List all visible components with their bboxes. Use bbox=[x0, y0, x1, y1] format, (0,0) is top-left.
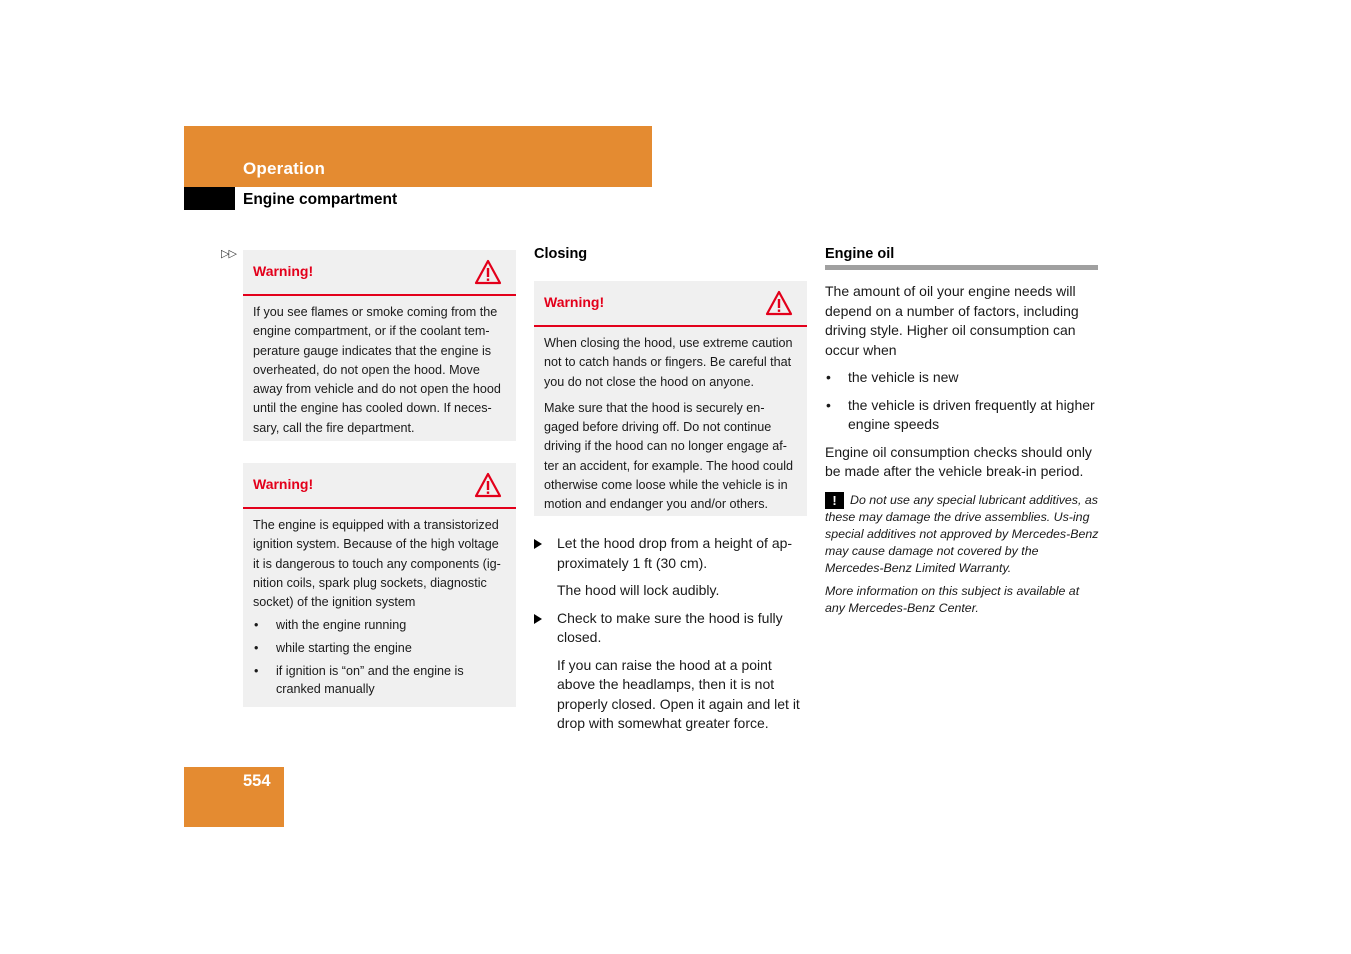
list-item: • with the engine running bbox=[253, 616, 506, 634]
warning-text: The engine is equipped with a transistorized ignition system. Because of the high voltage it is dangerous to touch any components (ig-nition coils, spark plug sockets, diagnostic socket) of the ignition system bbox=[253, 518, 501, 610]
engine-oil-heading: Engine oil bbox=[825, 246, 895, 262]
exclamation-icon: ! bbox=[825, 492, 844, 509]
warning-text: If you see flames or smoke coming from the engine compartment, or if the coolant tem-perature gauge indicates that the engine is overheated, do not open the hood. Move away from vehicle and do not open the hood until the engine has cooled down. If neces-sary, call the fire department. bbox=[253, 305, 501, 435]
warning-header bbox=[534, 281, 807, 327]
page-subtitle: Engine compartment bbox=[243, 191, 398, 208]
engine-oil-list bbox=[825, 368, 1100, 435]
section-tab-marker bbox=[184, 187, 235, 210]
step-arrow-icon bbox=[534, 614, 542, 624]
step-result: If you can raise the hood at a point above the headlamps, then it is not properly closed. Open it again and let it drop with somewhat greater force. bbox=[557, 656, 800, 731]
warning-triangle-icon bbox=[474, 259, 502, 285]
warning-body bbox=[243, 509, 516, 711]
closing-steps bbox=[534, 534, 809, 734]
warning-title: Warning! bbox=[253, 263, 314, 279]
engine-oil-content bbox=[825, 282, 1100, 623]
warning-box-fire bbox=[243, 250, 516, 441]
warning-box-closing bbox=[534, 281, 807, 516]
engine-oil-intro: The amount of oil your engine needs will depend on a number of factors, including driving style. Higher oil consumption can occur when bbox=[825, 283, 1079, 358]
heading-rule bbox=[825, 265, 1098, 270]
step-text: Check to make sure the hood is fully closed. bbox=[557, 609, 783, 645]
engine-oil-checks: Engine oil consumption checks should only be made after the vehicle break-in period. bbox=[825, 443, 1092, 479]
continued-icon: ▷▷ bbox=[221, 248, 236, 260]
step-item bbox=[534, 534, 809, 573]
warning-triangle-icon bbox=[474, 472, 502, 498]
warning-text: Make sure that the hood is securely en-gaged before driving off. Do not continue driving if the hood can no longer engage af-ter an accident, for example. The hood could otherwise come loose while the vehicle is in motion and endanger you and/or others. bbox=[544, 400, 793, 512]
warning-header bbox=[243, 250, 516, 296]
warning-header bbox=[243, 463, 516, 509]
list-item: • the vehicle is new bbox=[825, 368, 1100, 388]
list-item: • if ignition is “on” and the engine is cranked manually bbox=[253, 662, 506, 698]
list-item: • while starting the engine bbox=[253, 639, 506, 657]
note-text: More information on this subject is available at any Mercedes-Benz Center. bbox=[825, 583, 1080, 615]
note-text: Do not use any special lubricant additives, as these may damage the drive assemblies. Us-ing special additives not approved by Mercedes-Benz may cause damage not covered by the Mercedes-Benz Limited Warranty. bbox=[825, 492, 1099, 575]
step-item bbox=[534, 609, 809, 648]
page-number: 554 bbox=[243, 772, 271, 790]
step-text: Let the hood drop from a height of ap-proximately 1 ft (30 cm). bbox=[557, 535, 793, 571]
warning-text: When closing the hood, use extreme caution not to catch hands or fingers. Be careful that you do not close the hood on anyone. bbox=[544, 336, 793, 389]
warning-triangle-icon bbox=[765, 290, 793, 316]
section-title: Operation bbox=[243, 159, 326, 178]
warning-title: Warning! bbox=[544, 294, 605, 310]
closing-heading: Closing bbox=[534, 246, 588, 262]
step-result: The hood will lock audibly. bbox=[557, 582, 720, 598]
warning-body bbox=[243, 296, 516, 453]
warning-list bbox=[253, 616, 506, 698]
warning-title: Warning! bbox=[253, 476, 314, 492]
step-arrow-icon bbox=[534, 539, 542, 549]
list-item: • the vehicle is driven frequently at higher engine speeds bbox=[825, 396, 1100, 435]
engine-oil-note bbox=[825, 492, 1100, 617]
warning-body bbox=[534, 327, 807, 530]
warning-box-ignition bbox=[243, 463, 516, 707]
